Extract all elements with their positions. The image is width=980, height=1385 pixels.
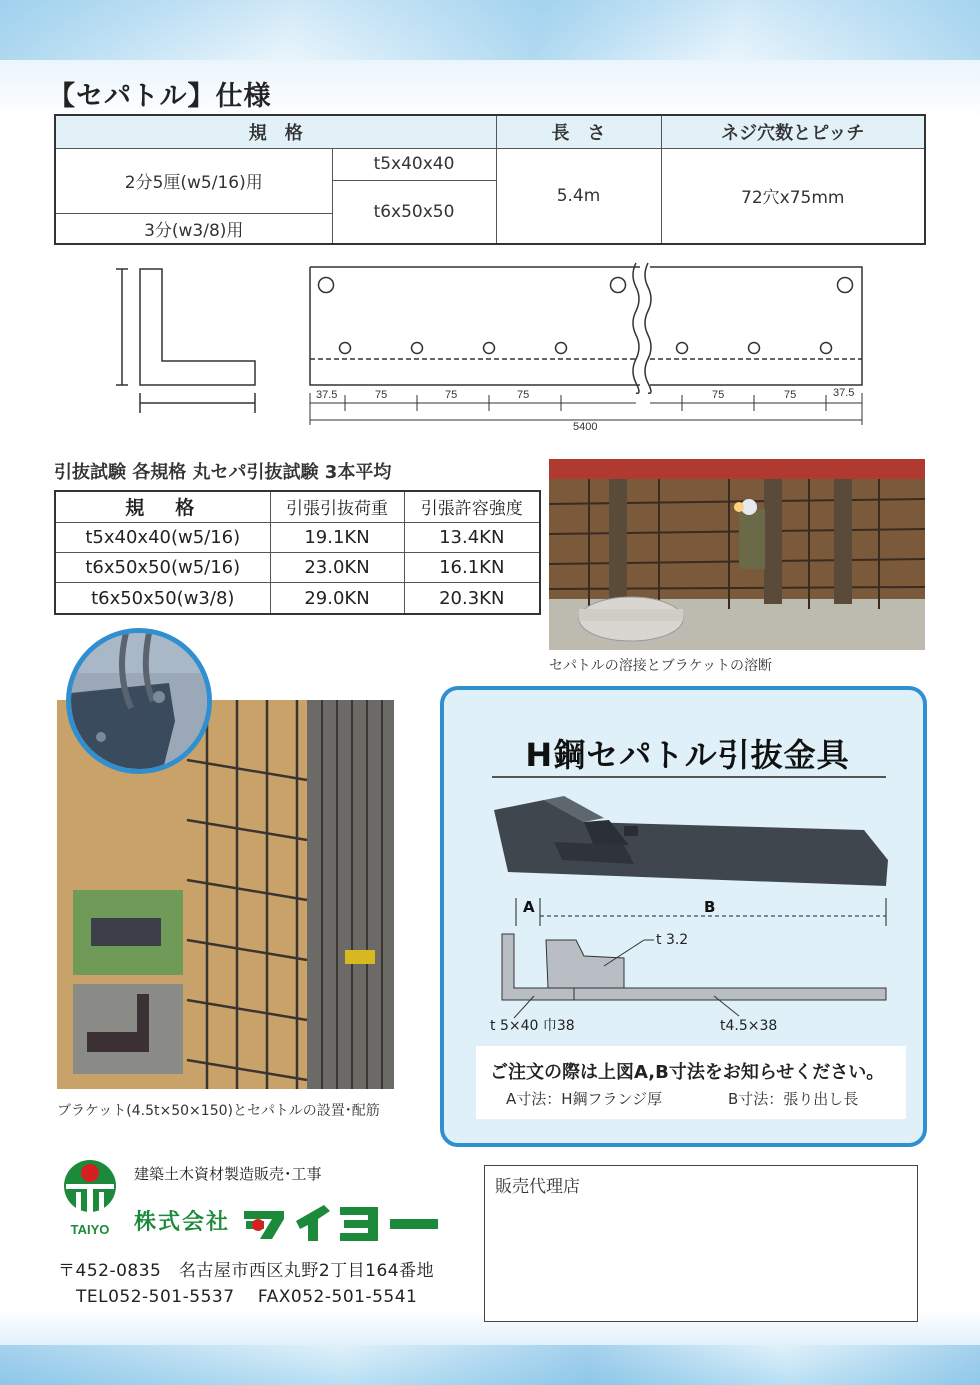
pull-cell: 13.4KN [404,522,540,552]
holes-header: ネジ穴数とピッチ [661,115,925,148]
dim-total: 5400 [573,421,598,433]
pull-header-spec: 規 格 [55,491,270,522]
welding-caption: セパトルの溶接とブラケットの溶断 [549,658,773,674]
pull-test-title: 引抜試験 各規格 丸セパ引抜試験 3本平均 [54,462,392,483]
size-b-cell: 3分(w3/8)用 [55,213,332,244]
dim-label: 37.5 [316,389,338,401]
pull-cell: 23.0KN [270,552,404,582]
t32-label: t 3.2 [656,932,689,948]
company-phones: TEL052-501-5537 FAX052-501-5541 [76,1287,418,1307]
page-title: 【セパトル】仕様 [48,81,272,112]
dim-label: 75 [445,389,458,401]
pull-header-strength: 引張許容強度 [404,491,540,522]
thick-b-cell: t6x50x50 [332,180,496,244]
agent-label: 販売代理店 [495,1177,580,1197]
pull-cell: t5x40x40(w5/16) [55,522,270,552]
fitting-photo [494,796,888,886]
dim-label: 75 [784,389,797,401]
plate-outline [310,263,862,393]
label-b: B [704,898,716,916]
t5-label: t 5×40 巾38 [490,1018,575,1034]
spec-table [54,114,926,245]
company-address: 〒452-0835 名古屋市西区丸野2丁目164番地 [58,1261,435,1281]
pull-cell: 29.0KN [270,583,404,614]
pull-cell: 20.3KN [404,583,540,614]
company-logo [56,1158,124,1238]
sales-agent-box [484,1165,918,1322]
thick-a-cell: t5x40x40 [332,148,496,180]
pull-header-load: 引張引抜荷重 [270,491,404,522]
bracket-closeup [66,628,212,774]
b-dimension-desc: B寸法：張り出し長 [728,1090,859,1108]
t45-label: t4.5×38 [720,1018,778,1034]
pull-cell: 16.1KN [404,552,540,582]
dim-label: 75 [517,389,530,401]
h-steel-panel [440,686,927,1147]
length-cell: 5.4m [496,148,661,244]
pull-cell: t6x50x50(w3/8) [55,583,270,614]
a-dimension-desc: A寸法：H鋼フランジ厚 [506,1090,663,1108]
company-name [240,1199,440,1245]
order-notice [476,1046,906,1119]
dim-label: 75 [712,389,725,401]
welding-photo [549,459,925,650]
company-description: 建築土木資材製造販売･工事 [134,1165,322,1183]
pull-cell: t6x50x50(w5/16) [55,552,270,582]
l-profile [116,269,255,413]
holes-cell: 72穴x75mm [661,148,925,244]
dim-label: 75 [375,389,388,401]
panel-title: H鋼セパトル引抜金具 [525,736,850,774]
size-a-cell: 2分5厘(w5/16)用 [55,148,332,213]
bracket-caption: ブラケット(4.5t×50×150)とセパトルの設置･配筋 [57,1103,380,1119]
h-steel-fitting-diagram [484,790,894,1040]
dim-label: 37.5 [833,387,855,399]
sepatoru-drawing [100,255,870,435]
panel-divider [492,776,886,778]
company-type: 株式会社 [134,1210,231,1235]
length-header: 長 さ [496,115,661,148]
section-diagram [502,934,886,1000]
pull-test-table [54,490,541,615]
spec-header: 規 格 [55,115,496,148]
pull-cell: 19.1KN [270,522,404,552]
logo-text: TAIYO [70,1222,110,1237]
label-a: A [523,898,535,916]
notice-text: ご注文の際は上図A,B寸法をお知らせください。 [490,1062,885,1083]
